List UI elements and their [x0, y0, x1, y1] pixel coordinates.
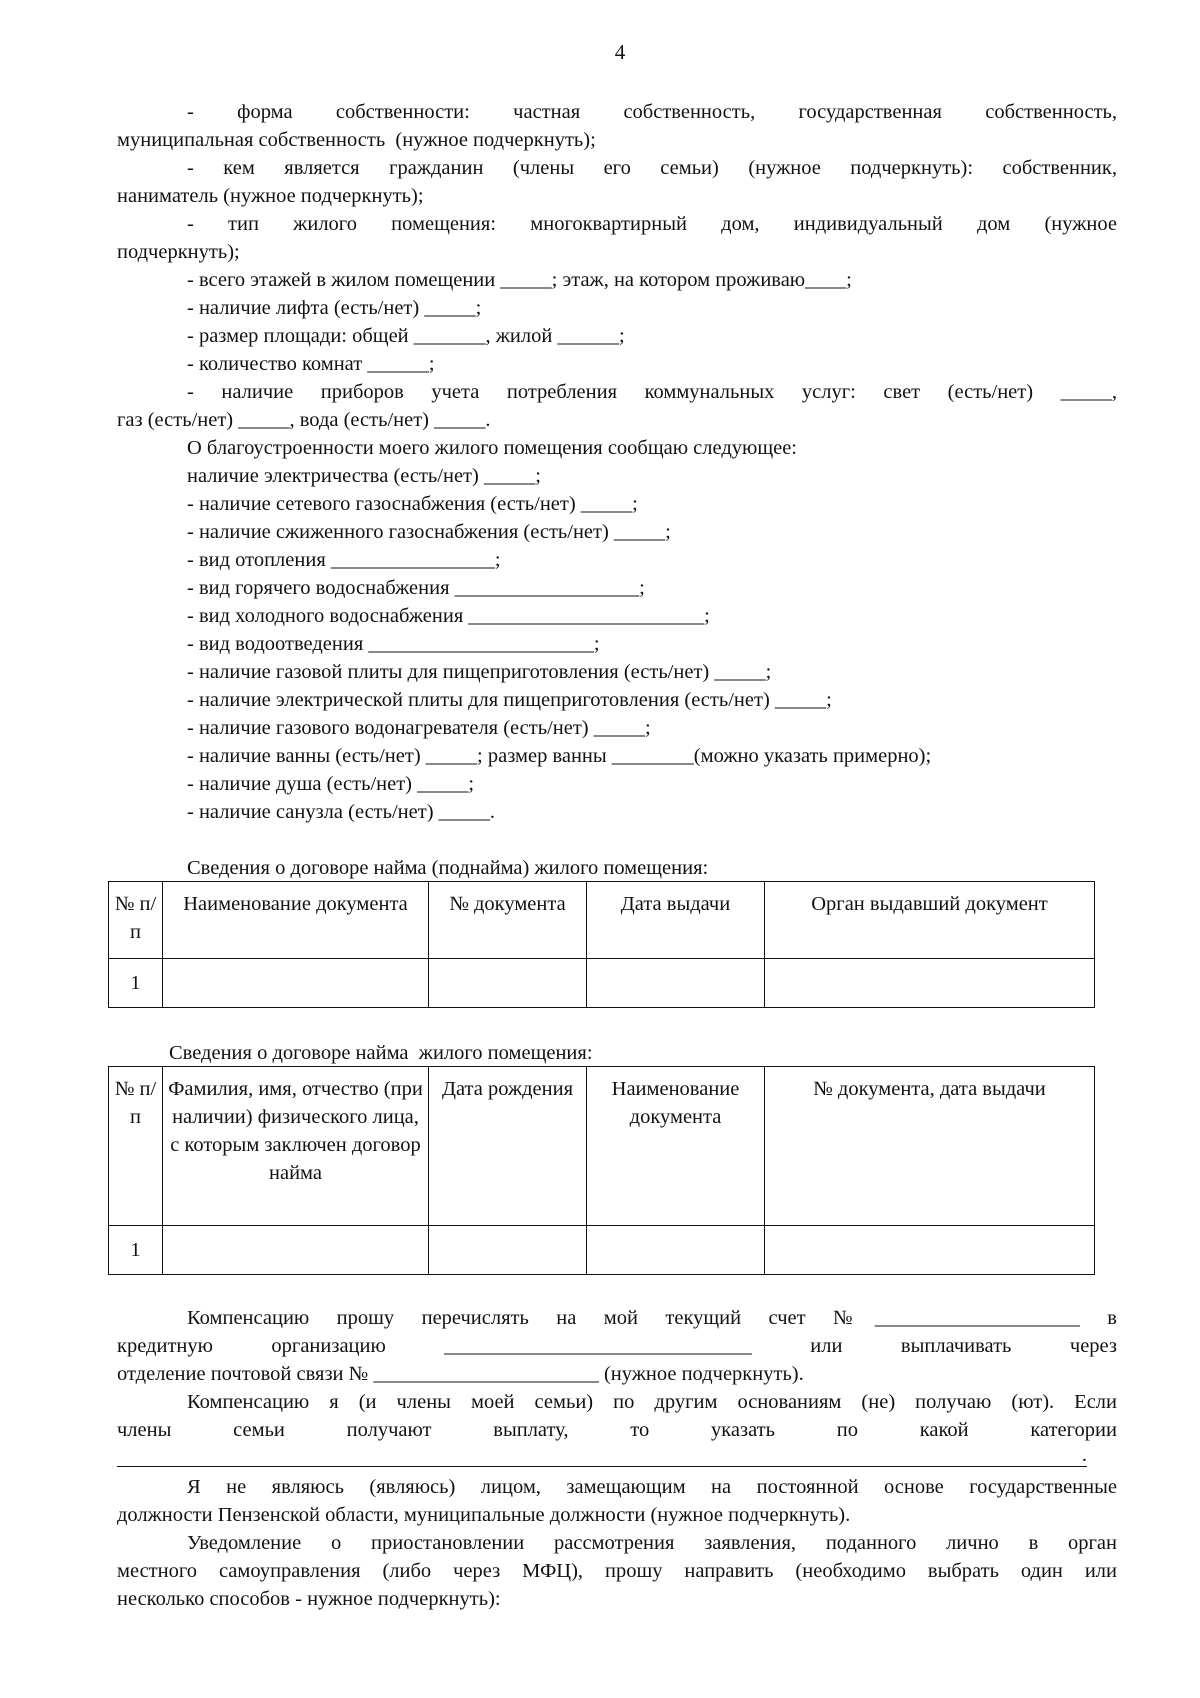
- table-header-row: [109, 882, 1095, 959]
- table-row: [109, 959, 1095, 1008]
- text-line: подчеркнуть);: [117, 241, 240, 263]
- text-line: наличие электричества (есть/нет) _____;: [187, 465, 541, 487]
- column-header: Наименование документа: [163, 882, 429, 959]
- column-header: № документа: [429, 882, 587, 959]
- text-line: Я не являюсь (являюсь) лицом, замещающим на постоянной основе государственные: [187, 1476, 1117, 1498]
- column-header: № п/п: [109, 1067, 163, 1226]
- text-line: - наличие ванны (есть/нет) _____; размер ванны ________(можно указать примерно);: [187, 745, 932, 767]
- table1-caption: Сведения о договоре найма (поднайма) жилого помещения:: [187, 857, 709, 879]
- empty-cell[interactable]: [429, 1226, 587, 1275]
- column-header: № документа, дата выдачи: [765, 1067, 1095, 1226]
- text-line: несколько способов - нужное подчеркнуть):: [117, 1588, 501, 1610]
- text-line: - наличие душа (есть/нет) _____;: [187, 773, 475, 795]
- text-line: - вид водоотведения ______________________;: [187, 633, 600, 655]
- empty-cell[interactable]: [429, 959, 587, 1008]
- text-line: - форма собственности: частная собственность, государственная собственность,: [187, 101, 1117, 123]
- text-line: - тип жилого помещения: многоквартирный дом, индивидуальный дом (нужное: [187, 213, 1117, 235]
- page-number: 4: [614, 40, 626, 64]
- text-line: отделение почтовой связи № ______________________ (нужное подчеркнуть).: [117, 1363, 804, 1385]
- text-line: О благоустроенности моего жилого помещения сообщаю следующее:: [187, 437, 798, 459]
- lease-agreement-table: [108, 881, 1095, 1008]
- text-line: - вид горячего водоснабжения __________________;: [187, 577, 645, 599]
- form-fields-section: [117, 98, 1117, 826]
- text-line: - наличие санузла (есть/нет) _____.: [187, 801, 496, 823]
- table-header-row: [109, 1067, 1095, 1226]
- text-line: кредитную организацию ______________________________ или выплачивать через: [117, 1335, 1117, 1357]
- text-line: - наличие сжиженного газоснабжения (есть/нет) _____;: [187, 521, 671, 543]
- text-line: наниматель (нужное подчеркнуть);: [117, 185, 424, 207]
- column-header: Фамилия, имя, отчество (при наличии) физического лица, с которым заключен договор найма: [163, 1067, 429, 1226]
- empty-cell[interactable]: [587, 959, 765, 1008]
- text-line: - наличие электрической плиты для пищеприготовления (есть/нет) _____;: [187, 689, 832, 711]
- empty-cell[interactable]: [765, 959, 1095, 1008]
- column-header: Дата рождения: [429, 1067, 587, 1226]
- table-row: [109, 1226, 1095, 1275]
- text-line: Уведомление о приостановлении рассмотрения заявления, поданного лично в орган: [187, 1532, 1117, 1554]
- text-line: - вид отопления ________________;: [187, 549, 501, 571]
- tenancy-agreement-table: [108, 1066, 1095, 1275]
- text-line: Компенсацию я (и члены моей семьи) по другим основаниям (не) получаю (ют). Если: [187, 1391, 1117, 1413]
- column-header: Орган выдавший документ: [765, 882, 1095, 959]
- text-line: - кем является гражданин (члены его семьи) (нужное подчеркнуть): собственник,: [187, 157, 1117, 179]
- text-line: - количество комнат ______;: [187, 353, 435, 375]
- column-header: № п/п: [109, 882, 163, 959]
- row-number-cell: 1: [109, 959, 163, 1008]
- text-line: члены семьи получают выплату, то указать по какой категории: [117, 1419, 1117, 1441]
- empty-cell[interactable]: [765, 1226, 1095, 1275]
- compensation-section: [117, 1304, 1117, 1613]
- column-header: Наименование документа: [587, 1067, 765, 1226]
- text-line: газ (есть/нет) _____, вода (есть/нет) _____.: [117, 409, 491, 431]
- text-line: Компенсацию прошу перечислять на мой текущий счет №____________________ в: [187, 1307, 1117, 1329]
- text-line: - наличие приборов учета потребления коммунальных услуг: свет (есть/нет) _____,: [187, 381, 1117, 403]
- text-line: муниципальная собственность (нужное подчеркнуть);: [117, 129, 596, 151]
- empty-cell[interactable]: [163, 1226, 429, 1275]
- text-line: .: [117, 1444, 1087, 1467]
- text-line: - наличие газовой плиты для пищеприготовления (есть/нет) _____;: [187, 661, 772, 683]
- text-line: - вид холодного водоснабжения _______________________;: [187, 605, 710, 627]
- text-line: - наличие сетевого газоснабжения (есть/нет) _____;: [187, 493, 638, 515]
- column-header: Дата выдачи: [587, 882, 765, 959]
- text-line: должности Пензенской области, муниципальные должности (нужное подчеркнуть).: [117, 1504, 851, 1526]
- empty-cell[interactable]: [163, 959, 429, 1008]
- text-line: - наличие лифта (есть/нет) _____;: [187, 297, 482, 319]
- table2-caption: Сведения о договоре найма жилого помещения:: [169, 1042, 593, 1064]
- text-line: - размер площади: общей _______, жилой ______;: [187, 325, 625, 347]
- text-line: - наличие газового водонагревателя (есть/нет) _____;: [187, 717, 651, 739]
- text-line: местного самоуправления (либо через МФЦ), прошу направить (необходимо выбрать один или: [117, 1560, 1117, 1582]
- row-number-cell: 1: [109, 1226, 163, 1275]
- text-line: - всего этажей в жилом помещении _____; этаж, на котором проживаю____;: [187, 269, 852, 291]
- empty-cell[interactable]: [587, 1226, 765, 1275]
